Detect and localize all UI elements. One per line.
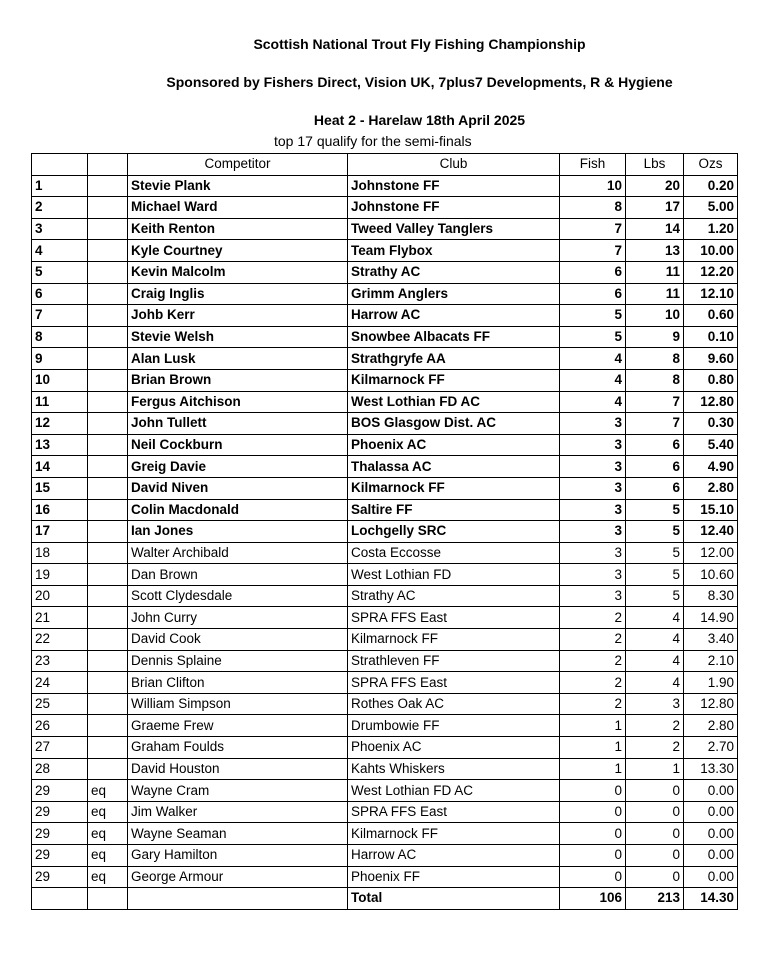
table-row [32, 693, 738, 715]
ozs-value: 4.90 [684, 456, 738, 478]
fish-count: 3 [560, 434, 626, 456]
lbs-value: 0 [626, 823, 684, 845]
ozs-value: 8.30 [684, 585, 738, 607]
results-table [31, 153, 738, 910]
competitor-name: Wayne Cram [128, 780, 348, 802]
fish-count: 1 [560, 758, 626, 780]
ozs-value: 10.00 [684, 240, 738, 262]
lbs-value: 6 [626, 434, 684, 456]
club-name: Johnstone FF [348, 197, 560, 219]
eq-cell [88, 521, 128, 543]
table-row [32, 283, 738, 305]
total-row [32, 888, 738, 910]
position-cell: 16 [32, 499, 88, 521]
lbs-value: 5 [626, 542, 684, 564]
ozs-value: 0.60 [684, 305, 738, 327]
club-name: Costa Eccosse [348, 542, 560, 564]
eq-cell: eq [88, 866, 128, 888]
position-cell: 12 [32, 413, 88, 435]
competitor-name: Gary Hamilton [128, 845, 348, 867]
club-name: Johnstone FF [348, 175, 560, 197]
fish-count: 3 [560, 564, 626, 586]
club-name: Harrow AC [348, 845, 560, 867]
club-name: Phoenix AC [348, 737, 560, 759]
position-cell: 29 [32, 801, 88, 823]
eq-cell [88, 499, 128, 521]
fish-count: 5 [560, 305, 626, 327]
fish-count: 4 [560, 391, 626, 413]
club-header: Club [348, 154, 560, 176]
position-cell: 14 [32, 456, 88, 478]
competitor-name: Brian Clifton [128, 672, 348, 694]
position-cell: 19 [32, 564, 88, 586]
competitor-name: Kyle Courtney [128, 240, 348, 262]
eq-cell [88, 283, 128, 305]
total-ozs: 14.30 [684, 888, 738, 910]
competitor-name: Stevie Welsh [128, 326, 348, 348]
position-cell: 15 [32, 477, 88, 499]
eq-cell [88, 585, 128, 607]
eq-cell [88, 413, 128, 435]
position-cell: 17 [32, 521, 88, 543]
table-row [32, 823, 738, 845]
lbs-value: 2 [626, 715, 684, 737]
competitor-name: Kevin Malcolm [128, 261, 348, 283]
eq-cell [88, 650, 128, 672]
total-fish: 106 [560, 888, 626, 910]
eq-cell [88, 629, 128, 651]
club-name: SPRA FFS East [348, 672, 560, 694]
eq-cell [88, 391, 128, 413]
fish-count: 5 [560, 326, 626, 348]
lbs-value: 17 [626, 197, 684, 219]
club-name: Strathgryfe AA [348, 348, 560, 370]
heat-title: Heat 2 - Harelaw 18th April 2025 [313, 112, 526, 128]
ozs-value: 0.00 [684, 801, 738, 823]
position-cell: 6 [32, 283, 88, 305]
position-cell: 11 [32, 391, 88, 413]
club-name: Phoenix AC [348, 434, 560, 456]
table-row [32, 369, 738, 391]
championship-title: Scottish National Trout Fly Fishing Championship [253, 36, 586, 52]
eq-cell: eq [88, 823, 128, 845]
fish-count: 6 [560, 261, 626, 283]
fish-count: 6 [560, 283, 626, 305]
sponsors-line: Sponsored by Fishers Direct, Vision UK, 7plus7 Developments, R & Hygiene [166, 74, 673, 90]
lbs-value: 14 [626, 218, 684, 240]
competitor-name: William Simpson [128, 693, 348, 715]
ozs-value: 0.00 [684, 866, 738, 888]
competitor-name: David Houston [128, 758, 348, 780]
position-cell: 22 [32, 629, 88, 651]
table-row [32, 175, 738, 197]
competitor-name: Graham Foulds [128, 737, 348, 759]
fish-count: 4 [560, 348, 626, 370]
table-row [32, 845, 738, 867]
position-cell: 25 [32, 693, 88, 715]
ozs-value: 12.10 [684, 283, 738, 305]
lbs-value: 10 [626, 305, 684, 327]
club-name: Kilmarnock FF [348, 629, 560, 651]
eq-cell [88, 326, 128, 348]
position-cell: 9 [32, 348, 88, 370]
club-name: Strathleven FF [348, 650, 560, 672]
fish-count: 2 [560, 672, 626, 694]
eq-cell [88, 672, 128, 694]
table-row [32, 477, 738, 499]
lbs-value: 11 [626, 261, 684, 283]
position-cell: 4 [32, 240, 88, 262]
fish-count: 3 [560, 585, 626, 607]
club-name: Grimm Anglers [348, 283, 560, 305]
position-cell: 29 [32, 866, 88, 888]
fish-count: 0 [560, 866, 626, 888]
eq-cell [88, 305, 128, 327]
club-name: BOS Glasgow Dist. AC [348, 413, 560, 435]
club-name: Strathy AC [348, 585, 560, 607]
ozs-value: 13.30 [684, 758, 738, 780]
lbs-value: 7 [626, 391, 684, 413]
fish-count: 2 [560, 650, 626, 672]
position-cell: 27 [32, 737, 88, 759]
position-cell: 10 [32, 369, 88, 391]
fish-count: 3 [560, 521, 626, 543]
position-cell: 24 [32, 672, 88, 694]
total-eq-cell [88, 888, 128, 910]
competitor-name: John Curry [128, 607, 348, 629]
lbs-value: 6 [626, 456, 684, 478]
competitor-name: David Niven [128, 477, 348, 499]
lbs-value: 11 [626, 283, 684, 305]
ozs-value: 12.00 [684, 542, 738, 564]
ozs-value: 1.90 [684, 672, 738, 694]
eq-cell [88, 218, 128, 240]
table-row [32, 305, 738, 327]
competitor-name: Brian Brown [128, 369, 348, 391]
lbs-value: 8 [626, 369, 684, 391]
position-cell: 7 [32, 305, 88, 327]
club-name: West Lothian FD [348, 564, 560, 586]
club-name: Snowbee Albacats FF [348, 326, 560, 348]
position-cell: 20 [32, 585, 88, 607]
lbs-value: 7 [626, 413, 684, 435]
eq-cell [88, 348, 128, 370]
lbs-header: Lbs [626, 154, 684, 176]
club-name: Saltire FF [348, 499, 560, 521]
ozs-value: 0.80 [684, 369, 738, 391]
competitor-name: Neil Cockburn [128, 434, 348, 456]
eq-cell: eq [88, 780, 128, 802]
eq-cell [88, 737, 128, 759]
table-row [32, 261, 738, 283]
lbs-value: 9 [626, 326, 684, 348]
club-name: Tweed Valley Tanglers [348, 218, 560, 240]
lbs-value: 4 [626, 650, 684, 672]
position-cell: 18 [32, 542, 88, 564]
lbs-value: 0 [626, 780, 684, 802]
fish-count: 2 [560, 693, 626, 715]
table-row [32, 607, 738, 629]
position-cell: 29 [32, 780, 88, 802]
table-row [32, 758, 738, 780]
ozs-value: 14.90 [684, 607, 738, 629]
fish-count: 7 [560, 240, 626, 262]
position-cell: 29 [32, 823, 88, 845]
table-row [32, 521, 738, 543]
table-row [32, 801, 738, 823]
lbs-value: 4 [626, 672, 684, 694]
ozs-value: 0.00 [684, 845, 738, 867]
table-row [32, 650, 738, 672]
club-name: SPRA FFS East [348, 607, 560, 629]
competitor-name: Greig Davie [128, 456, 348, 478]
position-header [32, 154, 88, 176]
table-row [32, 542, 738, 564]
club-name: Drumbowie FF [348, 715, 560, 737]
eq-cell: eq [88, 845, 128, 867]
competitor-name: Michael Ward [128, 197, 348, 219]
ozs-value: 12.80 [684, 693, 738, 715]
ozs-value: 10.60 [684, 564, 738, 586]
fish-count: 3 [560, 477, 626, 499]
club-name: Lochgelly SRC [348, 521, 560, 543]
lbs-value: 5 [626, 585, 684, 607]
competitor-name: Ian Jones [128, 521, 348, 543]
eq-cell [88, 758, 128, 780]
competitor-name: Colin Macdonald [128, 499, 348, 521]
position-cell: 5 [32, 261, 88, 283]
lbs-value: 1 [626, 758, 684, 780]
fish-count: 4 [560, 369, 626, 391]
ozs-value: 0.00 [684, 780, 738, 802]
table-row [32, 197, 738, 219]
position-cell: 13 [32, 434, 88, 456]
lbs-value: 4 [626, 629, 684, 651]
ozs-value: 0.00 [684, 823, 738, 845]
lbs-value: 3 [626, 693, 684, 715]
total-label: Total [348, 888, 560, 910]
fish-count: 2 [560, 629, 626, 651]
fish-count: 1 [560, 737, 626, 759]
table-row [32, 499, 738, 521]
eq-cell [88, 542, 128, 564]
ozs-value: 0.20 [684, 175, 738, 197]
ozs-value: 12.40 [684, 521, 738, 543]
eq-cell [88, 175, 128, 197]
competitor-name: Craig Inglis [128, 283, 348, 305]
ozs-value: 2.10 [684, 650, 738, 672]
ozs-value: 3.40 [684, 629, 738, 651]
table-row [32, 391, 738, 413]
ozs-value: 0.10 [684, 326, 738, 348]
competitor-name: Dennis Splaine [128, 650, 348, 672]
eq-cell [88, 197, 128, 219]
ozs-value: 9.60 [684, 348, 738, 370]
total-lbs: 213 [626, 888, 684, 910]
club-name: Phoenix FF [348, 866, 560, 888]
fish-count: 10 [560, 175, 626, 197]
position-cell: 8 [32, 326, 88, 348]
eq-cell [88, 607, 128, 629]
ozs-value: 12.80 [684, 391, 738, 413]
table-row [32, 218, 738, 240]
competitor-name: Walter Archibald [128, 542, 348, 564]
ozs-value: 1.20 [684, 218, 738, 240]
lbs-value: 13 [626, 240, 684, 262]
eq-cell [88, 240, 128, 262]
fish-count: 0 [560, 845, 626, 867]
lbs-value: 2 [626, 737, 684, 759]
table-row [32, 737, 738, 759]
competitor-name: Keith Renton [128, 218, 348, 240]
fish-header: Fish [560, 154, 626, 176]
table-row [32, 715, 738, 737]
club-name: Kahts Whiskers [348, 758, 560, 780]
club-name: Strathy AC [348, 261, 560, 283]
lbs-value: 20 [626, 175, 684, 197]
table-row [32, 326, 738, 348]
table-row [32, 672, 738, 694]
eq-cell [88, 715, 128, 737]
table-row [32, 413, 738, 435]
fish-count: 0 [560, 801, 626, 823]
lbs-value: 0 [626, 801, 684, 823]
fish-count: 3 [560, 456, 626, 478]
table-row [32, 564, 738, 586]
fish-count: 2 [560, 607, 626, 629]
lbs-value: 6 [626, 477, 684, 499]
fish-count: 3 [560, 413, 626, 435]
eq-cell [88, 693, 128, 715]
ozs-value: 2.80 [684, 715, 738, 737]
table-row [32, 240, 738, 262]
total-pos-cell [32, 888, 88, 910]
club-name: Harrow AC [348, 305, 560, 327]
position-cell: 3 [32, 218, 88, 240]
table-row [32, 866, 738, 888]
fish-count: 8 [560, 197, 626, 219]
competitor-name: Fergus Aitchison [128, 391, 348, 413]
eq-cell: eq [88, 801, 128, 823]
eq-cell [88, 564, 128, 586]
club-name: Kilmarnock FF [348, 369, 560, 391]
ozs-value: 5.40 [684, 434, 738, 456]
table-row [32, 348, 738, 370]
lbs-value: 8 [626, 348, 684, 370]
ozs-value: 2.80 [684, 477, 738, 499]
position-cell: 1 [32, 175, 88, 197]
lbs-value: 5 [626, 521, 684, 543]
lbs-value: 5 [626, 499, 684, 521]
eq-cell [88, 261, 128, 283]
position-cell: 2 [32, 197, 88, 219]
club-name: Thalassa AC [348, 456, 560, 478]
fish-count: 1 [560, 715, 626, 737]
competitor-name: Alan Lusk [128, 348, 348, 370]
club-name: West Lothian FD AC [348, 391, 560, 413]
ozs-value: 5.00 [684, 197, 738, 219]
lbs-value: 5 [626, 564, 684, 586]
club-name: Kilmarnock FF [348, 823, 560, 845]
club-name: Kilmarnock FF [348, 477, 560, 499]
ozs-header: Ozs [684, 154, 738, 176]
lbs-value: 0 [626, 845, 684, 867]
club-name: SPRA FFS East [348, 801, 560, 823]
position-cell: 21 [32, 607, 88, 629]
fish-count: 0 [560, 823, 626, 845]
competitor-header: Competitor [128, 154, 348, 176]
table-row [32, 780, 738, 802]
competitor-name: Graeme Frew [128, 715, 348, 737]
club-name: Team Flybox [348, 240, 560, 262]
position-cell: 29 [32, 845, 88, 867]
table-row [32, 434, 738, 456]
eq-header [88, 154, 128, 176]
competitor-name: Wayne Seaman [128, 823, 348, 845]
fish-count: 3 [560, 542, 626, 564]
club-name: Rothes Oak AC [348, 693, 560, 715]
ozs-value: 0.30 [684, 413, 738, 435]
competitor-name: Johb Kerr [128, 305, 348, 327]
total-name-cell [128, 888, 348, 910]
table-row [32, 585, 738, 607]
competitor-name: Dan Brown [128, 564, 348, 586]
table-row [32, 629, 738, 651]
ozs-value: 2.70 [684, 737, 738, 759]
position-cell: 26 [32, 715, 88, 737]
competitor-name: Jim Walker [128, 801, 348, 823]
competitor-name: John Tullett [128, 413, 348, 435]
competitor-name: David Cook [128, 629, 348, 651]
table-row [32, 456, 738, 478]
header-row [32, 154, 738, 176]
position-cell: 23 [32, 650, 88, 672]
competitor-name: Stevie Plank [128, 175, 348, 197]
ozs-value: 15.10 [684, 499, 738, 521]
qualify-note: top 17 qualify for the semi-finals [274, 133, 472, 149]
fish-count: 0 [560, 780, 626, 802]
eq-cell [88, 456, 128, 478]
lbs-value: 0 [626, 866, 684, 888]
ozs-value: 12.20 [684, 261, 738, 283]
fish-count: 7 [560, 218, 626, 240]
competitor-name: Scott Clydesdale [128, 585, 348, 607]
eq-cell [88, 369, 128, 391]
eq-cell [88, 434, 128, 456]
position-cell: 28 [32, 758, 88, 780]
lbs-value: 4 [626, 607, 684, 629]
competitor-name: George Armour [128, 866, 348, 888]
fish-count: 3 [560, 499, 626, 521]
eq-cell [88, 477, 128, 499]
club-name: West Lothian FD AC [348, 780, 560, 802]
